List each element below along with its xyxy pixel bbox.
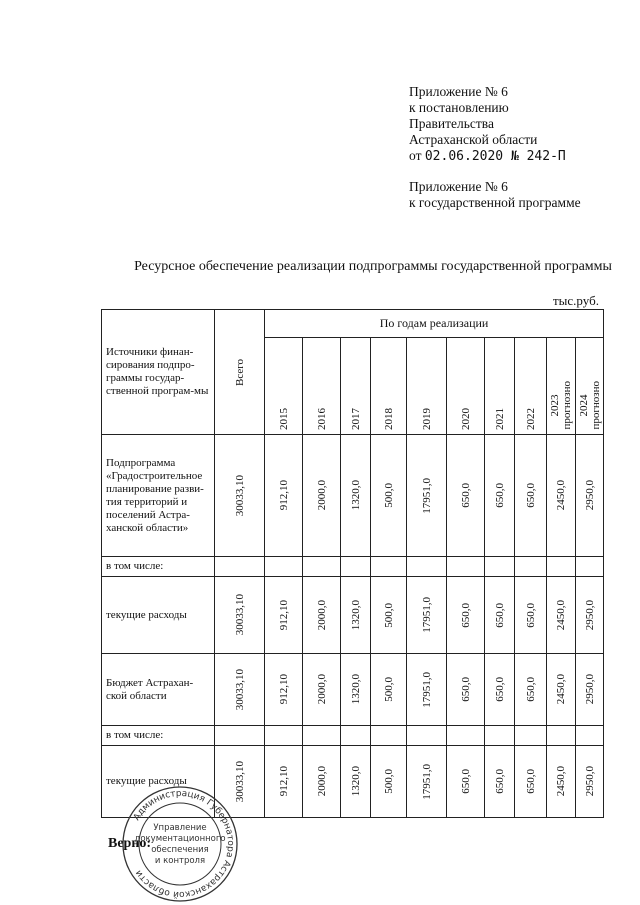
row-value-text: 2000,0 [315,480,328,511]
row-label: Бюджет Астрахан-ской области [102,654,215,726]
stamp-line-4: и контроля [154,856,206,866]
table-row [102,435,604,557]
table-body [102,435,604,818]
row-value [515,654,547,726]
row-value [407,577,447,654]
row-value [265,435,303,557]
row-value [485,746,515,818]
row-value [341,746,371,818]
row-value-text: 500,0 [382,677,395,702]
row-value [265,746,303,818]
row-value-text: 17951,0 [420,763,433,800]
table-row [102,726,604,746]
row-value [576,654,604,726]
row-value-text: 650,0 [493,483,506,508]
decree-header [409,84,581,211]
row-value-text: 650,0 [459,677,472,702]
decree-date-number: 02.06.2020 № 242-П [424,149,566,164]
row-value [371,435,407,557]
row-value-text: 1320,0 [349,766,362,797]
row-value-text: 912,10 [277,674,290,705]
row-value [303,577,341,654]
row-value-text: 2000,0 [315,599,328,631]
date-prefix: от [409,148,422,163]
empty-cell [407,726,447,746]
empty-cell [341,557,371,577]
row-value-text: 2950,0 [583,599,596,631]
row-value-text: 650,0 [524,769,537,794]
row-label: текущие расходы [102,577,215,654]
header-year [407,338,447,435]
government-line: Правительства [409,116,494,131]
stamp-outer-ring [123,787,237,901]
header-year [371,338,407,435]
header-year-text: 2023 прогнозно [549,381,573,430]
header-year-text: 2020 [459,408,472,430]
document-title: Ресурсное обеспечение реализации подпрограммы государственной программы [134,259,612,274]
decree-date-line [409,148,581,165]
to-program-line: к государственной программе [409,195,581,210]
row-value [407,654,447,726]
header-year [547,338,576,435]
row-value [407,435,447,557]
empty-cell [515,726,547,746]
row-value [515,435,547,557]
empty-cell [576,557,604,577]
header-total [215,310,265,435]
row-label: в том числе: [102,726,215,746]
appendix2-line: Приложение № 6 [409,179,508,194]
empty-cell [485,557,515,577]
row-value [515,746,547,818]
empty-cell [515,557,547,577]
table-row [102,577,604,654]
header-year [265,338,303,435]
row-value-text: 912,10 [277,599,290,631]
row-total-text: 30033,10 [233,594,246,636]
row-value-text: 500,0 [382,602,395,628]
stamp-line-3: обеспечения [151,845,209,855]
header-year-text: 2016 [315,408,328,430]
row-label: в том числе: [102,557,215,577]
row-value-text: 650,0 [493,769,506,794]
row-value-text: 650,0 [459,602,472,628]
header-year [485,338,515,435]
row-value-text: 650,0 [493,677,506,702]
row-total-text: 30033,10 [233,760,246,803]
row-value-text: 2950,0 [583,674,596,705]
row-total [215,435,265,557]
row-value-text: 17951,0 [420,477,433,514]
row-value [303,435,341,557]
region-line: Астраханской области [409,132,538,147]
empty-cell [215,557,265,577]
row-value-text: 650,0 [459,769,472,794]
row-value [265,654,303,726]
row-value [303,746,341,818]
row-value-text: 2450,0 [555,599,567,631]
stamp-line-1: Управление [153,823,207,833]
official-stamp [120,784,240,904]
row-value [515,577,547,654]
resource-table [101,309,604,818]
row-value [371,746,407,818]
header-year-text: 2017 [349,408,362,430]
row-value-text: 2950,0 [583,766,596,797]
stamp-ring-text: Администрация Губернатора Астраханской области [131,788,236,900]
stamp-line-2: документационного [134,834,226,844]
row-value [341,435,371,557]
row-value-text: 650,0 [524,677,537,702]
row-value [447,654,485,726]
empty-cell [485,726,515,746]
row-value [303,654,341,726]
empty-cell [547,557,576,577]
empty-cell [215,726,265,746]
row-value-text: 912,10 [277,480,290,511]
empty-cell [371,557,407,577]
row-total-text: 30033,10 [233,668,246,711]
to-decree-line: к постановлению [409,100,509,115]
row-total [215,654,265,726]
empty-cell [547,726,576,746]
row-value-text: 500,0 [382,769,395,794]
empty-cell [265,557,303,577]
header-year [576,338,604,435]
row-value-text: 1320,0 [349,674,362,705]
row-value-text: 650,0 [459,483,472,508]
empty-cell [576,726,604,746]
row-value [547,577,576,654]
row-value [485,435,515,557]
header-source: Источники финан-сирования подпро-граммы государ-ственной програм-мы [102,310,215,435]
header-year-text: 2024 прогнозно [577,381,602,430]
row-label: текущие расходы [102,746,215,818]
row-value-text: 912,10 [277,766,290,797]
row-value [371,577,407,654]
row-value-text: 2000,0 [315,674,328,705]
table-row [102,557,604,577]
row-value-text: 500,0 [382,483,395,508]
row-value [576,577,604,654]
row-value [371,654,407,726]
row-value [447,577,485,654]
row-value [485,577,515,654]
table-row [102,654,604,726]
row-value [547,654,576,726]
unit-label: тыс.руб. [553,293,599,308]
header-year-text: 2019 [420,408,433,430]
header-year [447,338,485,435]
header-year-text: 2022 [524,408,537,430]
stamp-center-text [134,823,225,866]
row-value [547,435,576,557]
row-value [341,654,371,726]
header-year-text: 2015 [277,408,290,430]
row-label: Подпрограмма «Градостроительное планирование разви-тия территорий и поселений Астра-ханской области» [102,435,215,557]
empty-cell [371,726,407,746]
appendix-line: Приложение № 6 [409,84,508,99]
row-value-text: 17951,0 [420,597,433,633]
signature-label: Верно: [108,836,152,851]
header-year [515,338,547,435]
row-value [447,746,485,818]
empty-cell [303,726,341,746]
row-value [407,746,447,818]
empty-cell [447,557,485,577]
row-value-text: 2950,0 [583,480,596,511]
row-value [485,654,515,726]
row-value-text: 1320,0 [349,599,362,631]
header-year-text: 2018 [382,408,395,430]
row-value [547,746,576,818]
header-year-text: 2021 [493,408,506,430]
header-years-group: По годам реализации [265,310,604,338]
row-value [576,746,604,818]
row-value [341,577,371,654]
row-value [576,435,604,557]
row-value-text: 17951,0 [420,671,433,708]
row-value-text: 2000,0 [315,766,328,797]
empty-cell [341,726,371,746]
empty-cell [407,557,447,577]
header-year [341,338,371,435]
header-total-text: Всего [233,358,246,386]
row-value-text: 2450,0 [555,480,567,511]
header-year [303,338,341,435]
row-value [447,435,485,557]
row-value-text: 2450,0 [555,674,567,705]
empty-cell [303,557,341,577]
row-value [265,577,303,654]
empty-cell [265,726,303,746]
row-value-text: 650,0 [493,602,506,628]
row-value-text: 1320,0 [349,480,362,511]
stamp-inner-ring [139,803,221,885]
row-value-text: 2450,0 [555,766,567,797]
row-value-text: 650,0 [524,483,537,508]
row-total-text: 30033,10 [233,474,246,517]
row-total [215,577,265,654]
row-value-text: 650,0 [524,602,537,628]
empty-cell [447,726,485,746]
